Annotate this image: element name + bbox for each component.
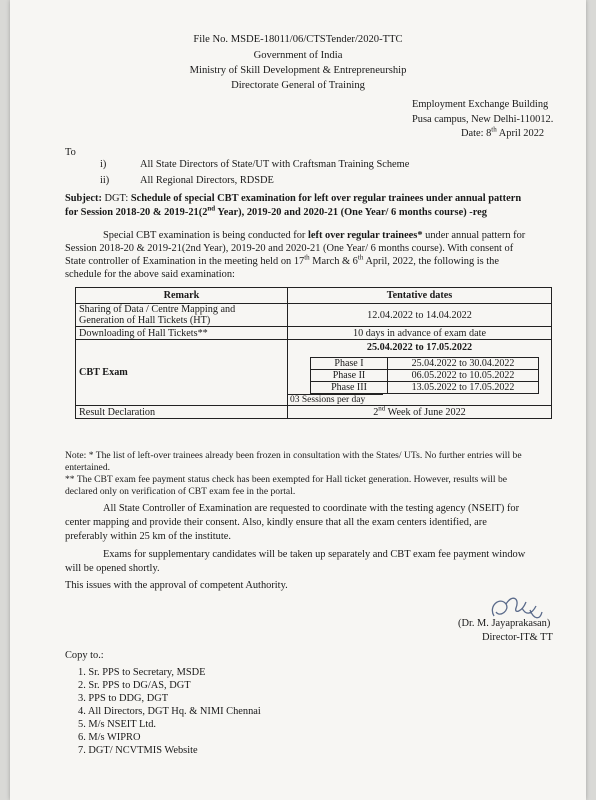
- recipient-2: All Regional Directors, RDSDE: [140, 175, 274, 186]
- para-2-line-2: will be opened shortly.: [65, 563, 160, 574]
- copy-to-label: Copy to.:: [65, 650, 104, 661]
- body-line-1: Special CBT examination is being conducted for left over regular trainees* under annual pattern for: [103, 230, 526, 241]
- recipient-1: All State Directors of State/UT with Craftsman Training Scheme: [140, 159, 410, 170]
- row-label: Result Declaration: [76, 406, 288, 419]
- table-row: [76, 304, 552, 327]
- phase-dates: 06.05.2022 to 10.05.2022: [388, 370, 539, 382]
- table-header-row: [76, 288, 552, 304]
- para-1-line-3: preferably within 25 km of the institute.: [65, 531, 231, 542]
- para-2-line-1: Exams for supplementary candidates will be taken up separately and CBT exam fee payment window: [103, 549, 526, 560]
- table-row: [76, 327, 552, 340]
- para-1-line-1: All State Controller of Examination are requested to coordinate with the testing agency (NSEIT) for: [103, 503, 520, 514]
- body-line-2: Session 2018-20 & 2019-21(2nd Year), 2019-20 and 2020-21 (One Year/ 6 months course). With consent of: [65, 243, 514, 254]
- ministry-line: Ministry of Skill Development & Entrepreneurship: [189, 65, 407, 76]
- phase-table: [310, 357, 539, 394]
- cbt-range: 25.04.2022 to 17.05.2022: [366, 342, 473, 353]
- copy-to-item: 7. DGT/ NCVTMIS Website: [78, 745, 198, 756]
- approval-line: This issues with the approval of competent Authority.: [65, 580, 288, 591]
- body-line-3: State controller of Examination in the meeting held on 17th March & 6th April, 2022, the following is the: [65, 253, 499, 267]
- sessions-per-day: 03 Sessions per day: [288, 394, 383, 405]
- row-value: 2nd Week of June 2022: [288, 406, 552, 419]
- copy-to-item: 3. PPS to DDG, DGT: [78, 693, 169, 704]
- file-number: File No. MSDE-18011/06/CTSTender/2020-TTC: [193, 34, 403, 45]
- phase-dates: 13.05.2022 to 17.05.2022: [388, 382, 539, 394]
- directorate-line: Directorate General of Training: [231, 80, 365, 91]
- note-2-line-2: declared only on verification of CBT exam fee in the portal.: [65, 486, 296, 497]
- note-2-line-1: ** The CBT exam fee payment status check has been exempted for Hall ticket generation. However, results will be: [65, 474, 508, 485]
- row-value: 12.04.2022 to 14.04.2022: [288, 304, 552, 327]
- letter-date: Date: 8th April 2022: [461, 125, 545, 139]
- row-value: 10 days in advance of exam date: [288, 327, 552, 340]
- copy-to-item: 6. M/s WIPRO: [78, 732, 141, 743]
- address-line-1: Employment Exchange Building: [412, 99, 549, 110]
- phase-name: Phase I: [311, 358, 388, 370]
- note-1-line-2: entertained.: [65, 462, 111, 473]
- phase-row: [311, 382, 539, 394]
- phase-name: Phase III: [311, 382, 388, 394]
- phase-name: Phase II: [311, 370, 388, 382]
- cbt-cell: [288, 340, 552, 406]
- para-1-line-2: center mapping and provide their consent. Also, kindly ensure that all the exam centers identified, are: [65, 517, 487, 528]
- to-label: To: [65, 147, 76, 158]
- copy-to-item: 4. All Directors, DGT Hq. & NIMI Chennai: [78, 706, 261, 717]
- body-line-4: schedule for the above said examination:: [65, 269, 235, 280]
- address-line-2: Pusa campus, New Delhi-110012.: [412, 114, 554, 125]
- phase-dates: 25.04.2022 to 30.04.2022: [388, 358, 539, 370]
- copy-to-item: 1. Sr. PPS to Secretary, MSDE: [78, 667, 206, 678]
- table-row-cbt: [76, 340, 552, 406]
- phase-row: [311, 358, 539, 370]
- note-1-line-1: Note: * The list of left-over trainees already been frozen in consultation with the States/ UTs. No further entries will be: [65, 450, 522, 461]
- phase-row: [311, 370, 539, 382]
- signatory-name: (Dr. M. Jayaprakasan): [458, 618, 551, 629]
- table-row: [76, 406, 552, 419]
- schedule-table: [75, 287, 552, 419]
- document-page: [10, 0, 586, 800]
- row-label: Sharing of Data / Centre Mapping and Generation of Hall Tickets (HT): [76, 304, 288, 327]
- subject-line-1: Subject: DGT: Schedule of special CBT examination for left over regular trainees under annual pattern: [65, 193, 522, 204]
- header-tentative-dates: Tentative dates: [288, 288, 552, 304]
- subject-line-2: for Session 2018-20 & 2019-21(2nd Year), 2019-20 and 2020-21 (One Year/ 6 months course) -reg: [65, 204, 487, 218]
- header-remark: Remark: [76, 288, 288, 304]
- recipient-2-num: ii): [100, 175, 110, 186]
- signatory-designation: Director-IT& TT: [482, 632, 553, 643]
- government-line: Government of India: [253, 50, 343, 61]
- copy-to-item: 5. M/s NSEIT Ltd.: [78, 719, 157, 730]
- copy-to-item: 2. Sr. PPS to DG/AS, DGT: [78, 680, 191, 691]
- row-label: Downloading of Hall Tickets**: [76, 327, 288, 340]
- recipient-1-num: i): [100, 159, 107, 170]
- cbt-label: CBT Exam: [76, 340, 288, 406]
